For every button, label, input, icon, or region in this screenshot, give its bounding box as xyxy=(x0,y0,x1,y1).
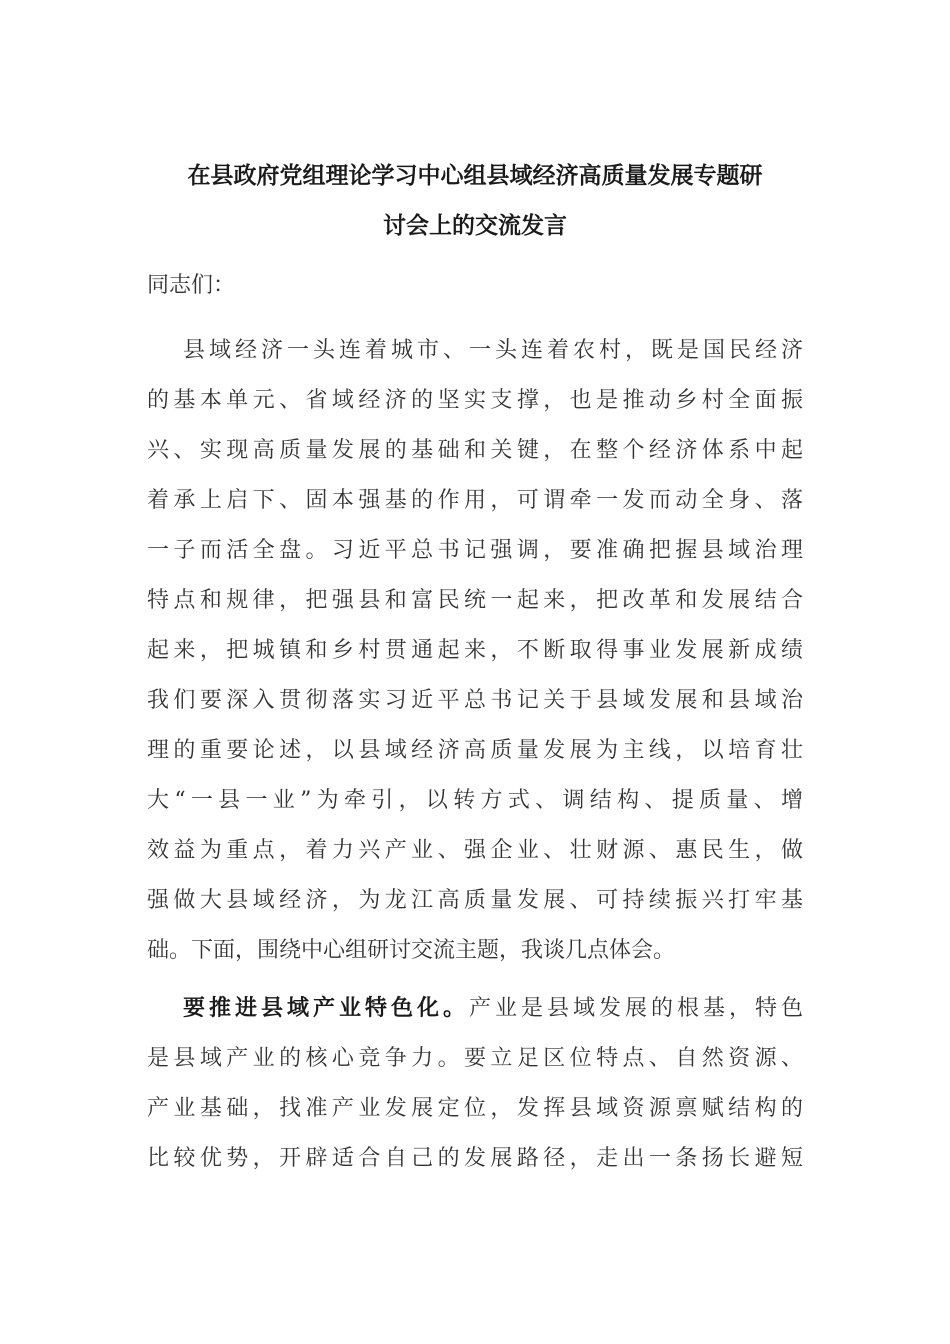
paragraph-1-line: 特点和规律，把强县和富民统一起来，把改革和发展结合 xyxy=(147,588,803,613)
paragraph-1-line: 着承上启下、固本强基的作用，可谓牵一发而动全身、落 xyxy=(147,488,803,513)
paragraph-2-line: 产业基础，找准产业发展定位，发挥县域资源禀赋结构的 xyxy=(147,1096,803,1121)
paragraph-2-first-line xyxy=(183,994,803,1024)
document-title-line-2: 讨会上的交流发言 xyxy=(383,213,567,239)
paragraph-1-line: 础。下面，围绕中心组研讨交流主题，我谈几点体会。 xyxy=(147,938,676,963)
paragraph-1-line: 效益为重点，着力兴产业、强企业、壮财源、惠民生，做 xyxy=(147,838,803,863)
paragraph-1-line: 的基本单元、省域经济的坚实支撑，也是推动乡村全面振 xyxy=(147,388,803,413)
paragraph-1-line: 我们要深入贯彻落实习近平总书记关于县域发展和县域治 xyxy=(147,688,803,713)
paragraph-2-line: 比较优势，开辟适合自己的发展路径，走出一条扬长避短 xyxy=(147,1146,803,1171)
paragraph-2-text: 产业是县域发展的根基，特色 xyxy=(469,996,803,1021)
greeting: 同志们： xyxy=(147,273,236,298)
paragraph-1-line: 强做大县域经济，为龙江高质量发展、可持续振兴打牢基 xyxy=(147,888,803,913)
paragraph-2-line: 是县域产业的核心竞争力。要立足区位特点、自然资源、 xyxy=(147,1046,803,1071)
paragraph-1-line: 起来，把城镇和乡村贯通起来，不断取得事业发展新成绩 xyxy=(147,638,803,663)
paragraph-1-line: 一子而活全盘。习近平总书记强调，要准确把握县域治理 xyxy=(147,538,803,563)
paragraph-1-line: 兴、实现高质量发展的基础和关键，在整个经济体系中起 xyxy=(147,438,803,463)
paragraph-1-line: 理的重要论述，以县域经济高质量发展为主线，以培育壮 xyxy=(147,738,803,763)
paragraph-1-line: 县域经济一头连着城市、一头连着农村，既是国民经济 xyxy=(183,338,803,363)
document-title-line-1: 在县政府党组理论学习中心组县域经济高质量发展专题研 xyxy=(187,163,763,189)
paragraph-1-line: 大“一县一业”为牵引，以转方式、调结构、提质量、增 xyxy=(147,788,803,813)
section-heading: 要推进县域产业特色化。 xyxy=(183,996,469,1021)
